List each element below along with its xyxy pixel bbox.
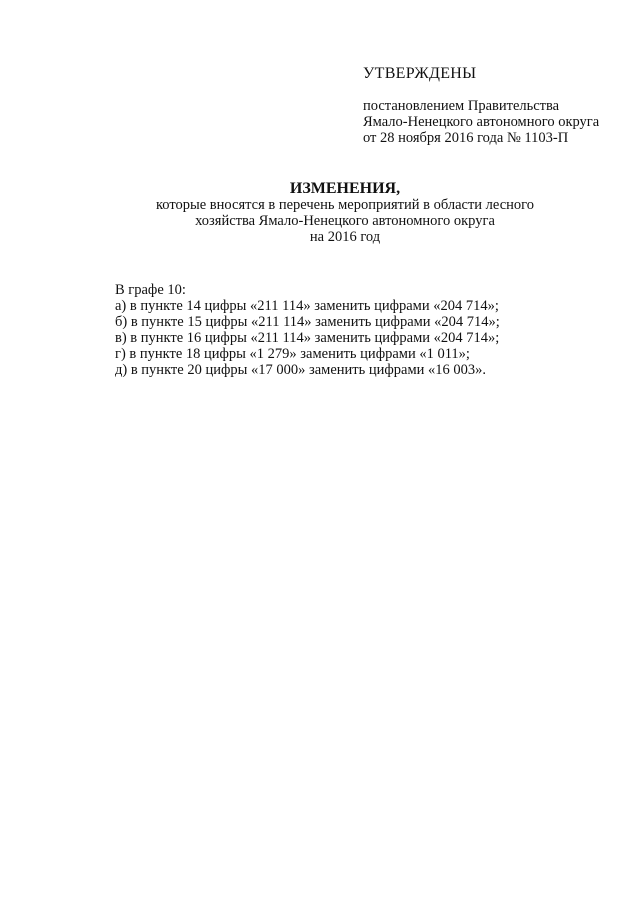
body-intro: В графе 10: (115, 282, 186, 298)
amendment-item: д) в пункте 20 цифры «17 000» заменить цифрами «16 003». (115, 362, 487, 378)
subtitle-line: на 2016 год (309, 229, 381, 245)
document-title: ИЗМЕНЕНИЯ, (289, 180, 401, 197)
approval-stamp-block (363, 64, 623, 146)
amendment-item: г) в пункте 18 цифры «1 279» заменить цифрами «1 011»; (115, 346, 470, 362)
subtitle-line: которые вносятся в перечень мероприятий в области лесного (155, 197, 534, 213)
approval-line: Ямало-Ненецкого автономного округа (363, 114, 600, 130)
amendment-item: б) в пункте 15 цифры «211 114» заменить цифрами «204 714»; (115, 314, 500, 330)
document-title-block (100, 180, 590, 245)
amendment-item: а) в пункте 14 цифры «211 114» заменить цифрами «204 714»; (115, 298, 499, 314)
approval-line: постановлением Правительства (363, 98, 560, 114)
amendment-item: в) в пункте 16 цифры «211 114» заменить цифрами «204 714»; (115, 330, 500, 346)
document-body (115, 282, 615, 378)
approval-heading: УТВЕРЖДЕНЫ (363, 65, 477, 82)
approval-line: от 28 ноября 2016 года № 1103-П (363, 130, 569, 146)
document-subtitle (100, 197, 590, 245)
subtitle-line: хозяйства Ямало-Ненецкого автономного округа (195, 213, 495, 229)
approval-details (363, 98, 623, 146)
